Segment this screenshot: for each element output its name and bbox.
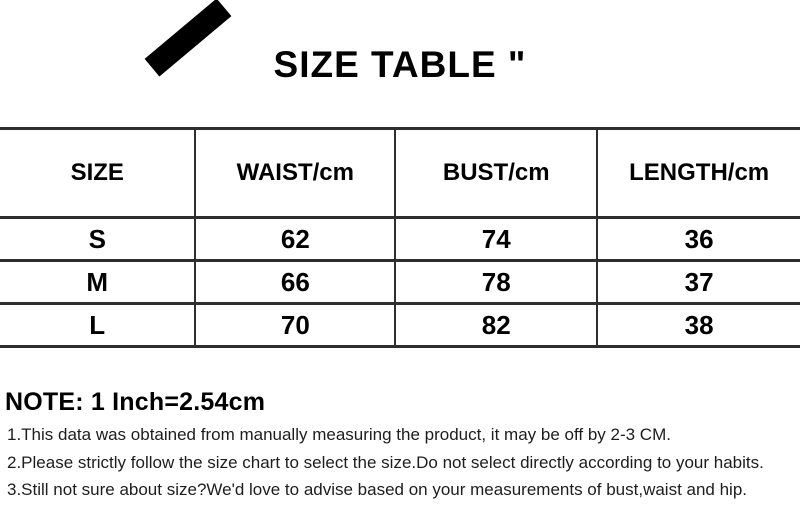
cell-bust-l: 82 (395, 304, 597, 347)
cell-length-m: 37 (597, 261, 800, 304)
column-header-length: LENGTH/cm (597, 129, 800, 218)
page-title: SIZE TABLE " (273, 44, 527, 85)
table-row-size-s (0, 218, 800, 261)
column-header-waist: WAIST/cm (195, 129, 395, 218)
table-row-size-m (0, 261, 800, 304)
column-header-size: SIZE (0, 129, 195, 218)
size-table-header-row (0, 129, 800, 218)
column-header-bust: BUST/cm (395, 129, 597, 218)
note-item-1: 1.This data was obtained from manually measuring the product, it may be off by 2-3 CM. (7, 425, 671, 444)
cell-waist-m: 66 (195, 261, 395, 304)
cell-bust-s: 74 (395, 218, 597, 261)
note-item-3: 3.Still not sure about size?We'd love to advise based on your measurements of bust,waist and hip. (7, 480, 748, 499)
cell-size-s: S (0, 218, 195, 261)
cell-length-l: 38 (597, 304, 800, 347)
cell-bust-m: 78 (395, 261, 597, 304)
note-item-2: 2.Please strictly follow the size chart to select the size.Do not select directly according to your habits. (7, 452, 764, 472)
table-row-size-l (0, 304, 800, 347)
cell-waist-l: 70 (195, 304, 395, 347)
size-table (0, 127, 800, 348)
cell-size-l: L (0, 304, 195, 347)
note-heading: NOTE: 1 Inch=2.54cm (5, 388, 266, 416)
cell-size-m: M (0, 261, 195, 304)
cell-waist-s: 62 (195, 218, 395, 261)
note-list (7, 421, 800, 504)
cell-length-s: 36 (597, 218, 800, 261)
